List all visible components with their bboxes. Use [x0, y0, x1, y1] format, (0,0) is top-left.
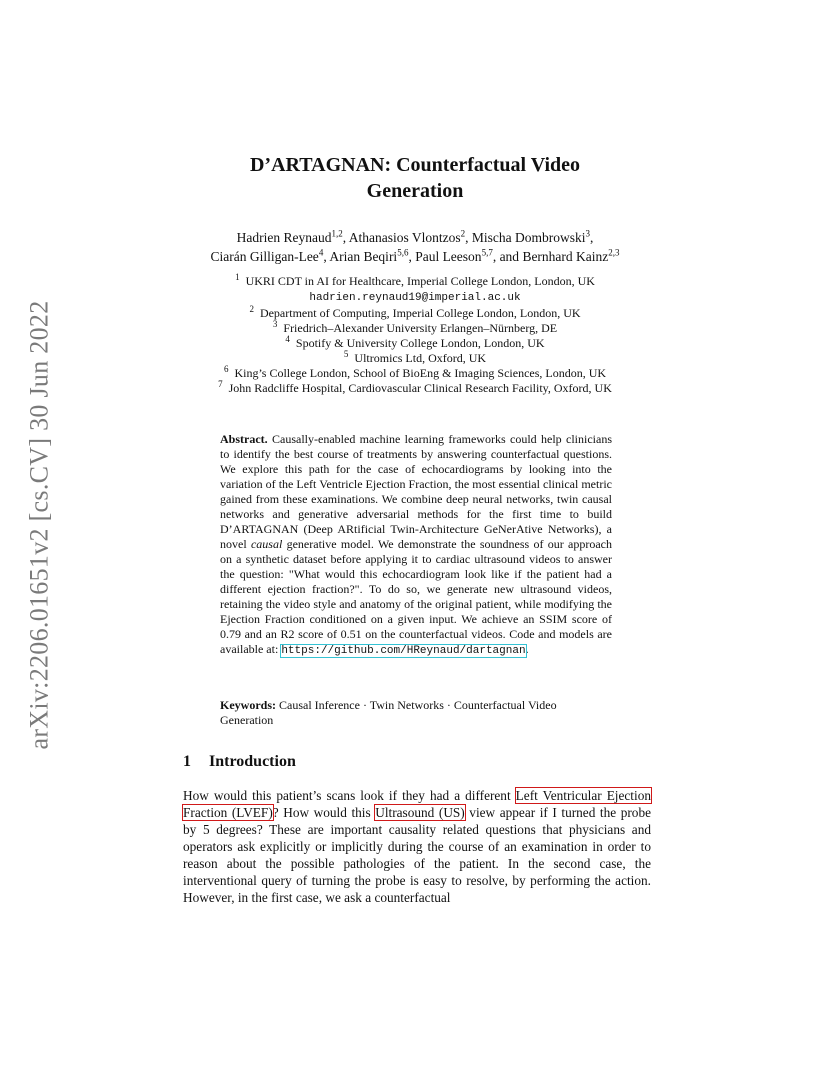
author-name: Hadrien Reynaud — [236, 230, 332, 245]
affiliation-text: John Radcliffe Hospital, Cardiovascular Clinical Research Facility, Oxford, UK — [228, 381, 612, 395]
affiliation-line — [150, 351, 680, 366]
introduction-paragraph — [183, 787, 651, 906]
arxiv-identifier-text: arXiv:2206.01651v2 [cs.CV] 30 Jun 2022 — [25, 300, 55, 750]
author-line-2 — [150, 247, 680, 266]
author-sep: , — [465, 230, 472, 245]
acronym-link-lvef[interactable]: Left Ventricular Ejection Fraction (LVEF) — [183, 788, 651, 820]
author-affil-sup: 1,2 — [331, 228, 343, 239]
affiliation-line — [150, 274, 680, 289]
paper-title — [200, 152, 630, 204]
abstract-end: . — [525, 642, 529, 656]
affiliation-number: 7 — [218, 379, 223, 389]
contact-email[interactable]: hadrien.reynaud19@imperial.ac.uk — [309, 292, 521, 304]
title-line-2: Generation — [366, 180, 464, 202]
author-affil-sup: 5,7 — [481, 247, 493, 258]
abstract-emphasis: causal — [250, 537, 283, 551]
keywords-text: Causal Inference · Twin Networks · Counterfactual Video Generation — [220, 698, 557, 727]
affiliation-number: 6 — [223, 364, 229, 374]
keywords-label: Keywords: — [220, 698, 276, 712]
affiliation-line — [150, 321, 680, 336]
affiliation-number: 5 — [343, 349, 349, 359]
author-name: Ciarán Gilligan-Lee — [210, 249, 319, 264]
section-heading-introduction — [183, 753, 296, 771]
abstract-label: Abstract. — [220, 432, 268, 446]
author-name: Paul Leeson — [415, 249, 482, 264]
abstract — [220, 432, 612, 659]
affiliation-text: King’s College London, School of BioEng & Imaging Sciences, London, UK — [234, 366, 607, 380]
section-number: 1 — [183, 753, 191, 770]
author-sep: , — [589, 230, 594, 245]
author-sep: , — [408, 249, 416, 264]
author-name: Mischa Dombrowski — [471, 230, 586, 245]
affiliation-line — [150, 306, 680, 321]
affiliation-number: 4 — [285, 334, 290, 344]
author-list — [150, 228, 680, 266]
author-name: Bernhard Kainz — [522, 249, 609, 264]
affiliation-text: Ultromics Ltd, Oxford, UK — [354, 351, 487, 365]
abstract-text-2: generative model. We demonstrate the soundness of our approach on a synthetic dataset before applying it to cardiac ultrasound videos to answer the question: "What would this echocardiogram look like if the patient had a different ejection fraction?". To do so, we generate new ultrasound videos, retaining the video style and anatomy of the original patient, while modifying the Ejection Fraction conditioned on a given input. We achieve an SSIM score of 0.79 and an R2 score of 0.51 on the counterfactual videos. Code and models are available at: — [220, 537, 613, 656]
affiliation-number: 2 — [249, 304, 254, 314]
affiliation-list — [150, 274, 680, 396]
affiliation-number: 1 — [235, 272, 240, 282]
author-line-1 — [150, 228, 680, 247]
author-sep: , and — [492, 249, 523, 264]
code-repository-link[interactable]: https://github.com/HReynaud/dartagnan — [281, 645, 526, 657]
affiliation-line — [150, 381, 680, 396]
author-affil-sup: 2,3 — [608, 247, 620, 258]
affiliation-number: 3 — [272, 319, 278, 329]
affiliation-text: Friedrich–Alexander University Erlangen–Nürnberg, DE — [283, 321, 558, 335]
intro-text-1: How would this patient’s scans look if they had a different — [183, 788, 516, 803]
author-affil-sup: 5,6 — [397, 247, 409, 258]
intro-text-2: ? How would this — [272, 805, 376, 820]
author-name: Athanasios Vlontzos — [348, 230, 461, 245]
author-affil-sup: 2 — [460, 228, 466, 239]
author-sep: , — [323, 249, 330, 264]
affiliation-email-line — [150, 289, 680, 306]
author-sep: , — [342, 230, 349, 245]
intro-text-3: view appear if I turned the probe by 5 degrees? These are important causality related questions that physicians and operators ask explicitly or implicitly during the course of an examination in order to reason about the possible pathologies of the patient. In the second case, the interventional query of turning the probe is easy to resolve, by performing the action. However, in the first case, we ask a counterfactual — [183, 805, 652, 905]
acronym-link-us[interactable]: Ultrasound (US) — [375, 805, 465, 820]
author-affil-sup: 4 — [318, 247, 324, 258]
affiliation-line — [150, 336, 680, 351]
affiliation-line — [150, 366, 680, 381]
title-line-1: D’ARTAGNAN: Counterfactual Video — [249, 154, 580, 176]
affiliation-text: Department of Computing, Imperial College London, London, UK — [259, 306, 581, 320]
arxiv-identifier-stamp — [20, 290, 60, 760]
author-name: Arian Beqiri — [329, 249, 398, 264]
keywords — [220, 698, 612, 728]
abstract-text-1: Causally-enabled machine learning frameworks could help clinicians to identify the best course of treatments by answering counterfactual questions. We explore this path for the case of echocardiograms by looking into the variation of the Left Ventricle Ejection Fraction, the most essential clinical metric gained from these examinations. We combine deep neural networks, twin causal networks and generative adversarial methods for the first time to build D’ARTAGNAN (Deep ARtificial Twin-Architecture GeNerAtive Networks), a novel — [220, 432, 612, 551]
author-affil-sup: 3 — [585, 228, 590, 239]
section-title-text: Introduction — [209, 753, 296, 770]
affiliation-text: Spotify & University College London, London, UK — [295, 336, 545, 350]
affiliation-text: UKRI CDT in AI for Healthcare, Imperial College London, London, UK — [245, 274, 595, 288]
